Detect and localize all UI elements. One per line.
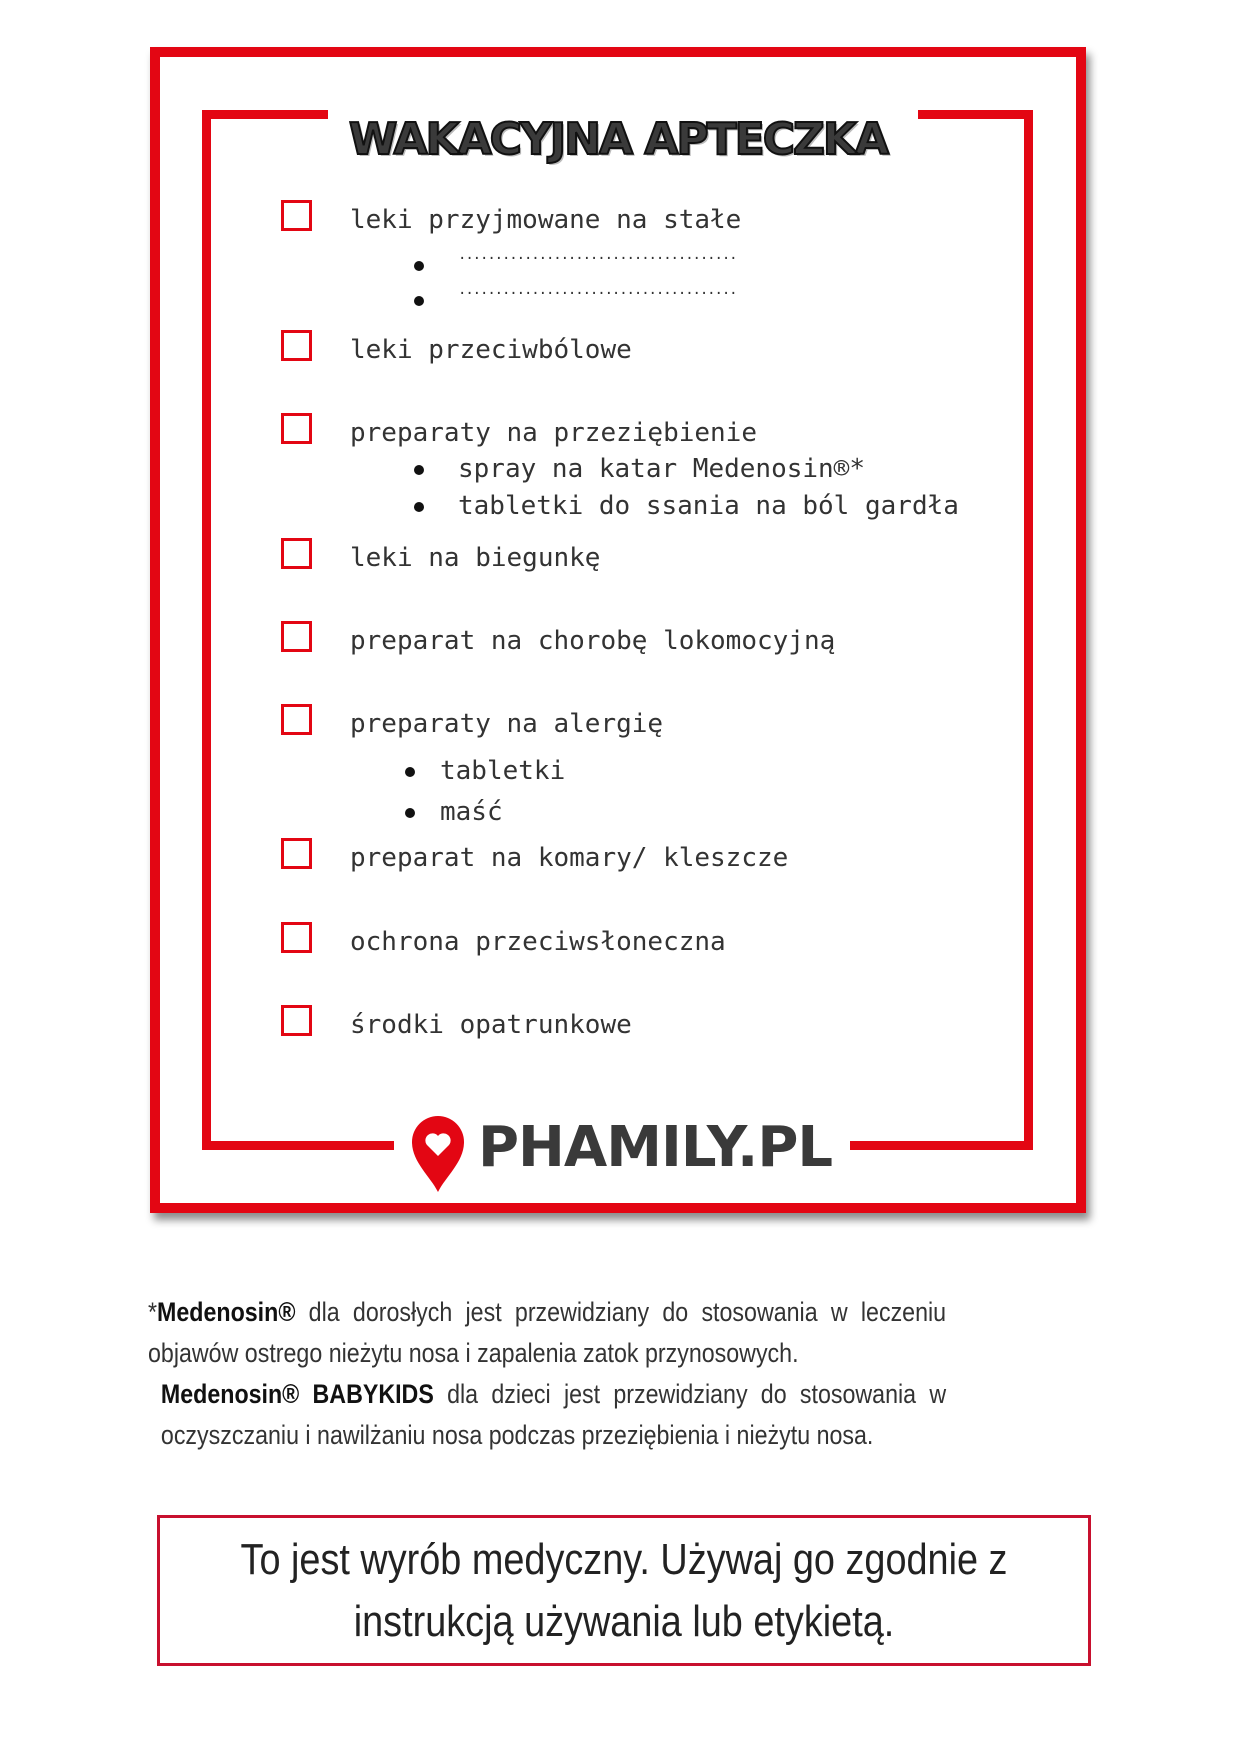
bullet-icon bbox=[414, 465, 424, 475]
item-label: leki na biegunkę bbox=[350, 543, 601, 573]
subitem-label: maść bbox=[440, 797, 503, 827]
item-label: ochrona przeciwsłoneczna bbox=[350, 927, 726, 957]
checklist-item bbox=[0, 1005, 1241, 1040]
bullet-icon bbox=[414, 502, 424, 512]
checkbox[interactable] bbox=[281, 200, 312, 231]
footnote bbox=[148, 1292, 946, 1456]
footnote-marker: * bbox=[148, 1297, 158, 1327]
fill-in-line: ...................................... bbox=[458, 282, 737, 298]
brand-name: Medenosin® bbox=[157, 1297, 296, 1327]
frame-line-right bbox=[1024, 110, 1033, 1150]
checkbox[interactable] bbox=[281, 838, 312, 869]
frame-line-left bbox=[202, 110, 211, 1150]
subitem-label: spray na katar Medenosin®* bbox=[458, 454, 865, 484]
checklist-item bbox=[0, 200, 1241, 298]
page-title: WAKACYJNA APTECZKA bbox=[348, 114, 888, 165]
checkbox[interactable] bbox=[281, 1005, 312, 1036]
phamily-logo[interactable] bbox=[408, 1112, 848, 1192]
item-label: preparaty na alergię bbox=[350, 709, 664, 739]
brand-name: Medenosin® BABYKIDS bbox=[160, 1379, 434, 1409]
footnote-paragraph bbox=[148, 1374, 946, 1456]
item-label: preparaty na przeziębienie bbox=[350, 418, 757, 448]
item-label: leki przeciwbólowe bbox=[350, 335, 632, 365]
checklist-item bbox=[0, 838, 1241, 873]
item-label: leki przyjmowane na stałe bbox=[350, 205, 742, 235]
footnote-paragraph bbox=[148, 1292, 946, 1374]
checklist-item bbox=[0, 922, 1241, 957]
checklist-item bbox=[0, 704, 1241, 827]
checkbox[interactable] bbox=[281, 704, 312, 735]
heart-pin-icon bbox=[408, 1112, 468, 1194]
bullet-icon bbox=[414, 261, 424, 271]
notice-text: To jest wyrób medyczny. Używaj go zgodnie z instrukcją używania lub etykietą. bbox=[240, 1534, 1008, 1646]
bullet-icon bbox=[414, 296, 424, 306]
checkbox[interactable] bbox=[281, 922, 312, 953]
checkbox[interactable] bbox=[281, 413, 312, 444]
checklist-item bbox=[0, 538, 1241, 573]
frame-line-bottom-right bbox=[850, 1141, 1033, 1150]
footnote-text: dla dzieci jest przewidziany do stosowania w oczyszczaniu i nawilżaniu nosa podczas przeziębienia i nieżytu nosa. bbox=[160, 1379, 947, 1450]
checkbox[interactable] bbox=[281, 621, 312, 652]
checkbox[interactable] bbox=[281, 330, 312, 361]
item-label: preparat na chorobę lokomocyjną bbox=[350, 626, 836, 656]
medical-device-notice bbox=[157, 1515, 1091, 1666]
bullet-icon bbox=[405, 808, 415, 818]
item-label: środki opatrunkowe bbox=[350, 1010, 632, 1040]
checklist-item bbox=[0, 413, 1241, 521]
footnote-text: dla dorosłych jest przewidziany do stosowania w leczeniu objawów ostrego nieżytu nosa i zapalenia zatok przynosowych. bbox=[148, 1297, 947, 1368]
subitem-label: tabletki do ssania na ból gardła bbox=[458, 491, 959, 521]
frame-line-bottom-left bbox=[202, 1141, 394, 1150]
checklist-item bbox=[0, 621, 1241, 656]
subitem-label: tabletki bbox=[440, 756, 566, 786]
logo-text: PHAMILY.PL bbox=[478, 1115, 833, 1180]
fill-in-line: ...................................... bbox=[458, 247, 737, 263]
checklist-item bbox=[0, 330, 1241, 365]
item-label: preparat na komary/ kleszcze bbox=[350, 843, 789, 873]
checkbox[interactable] bbox=[281, 538, 312, 569]
bullet-icon bbox=[405, 767, 415, 777]
